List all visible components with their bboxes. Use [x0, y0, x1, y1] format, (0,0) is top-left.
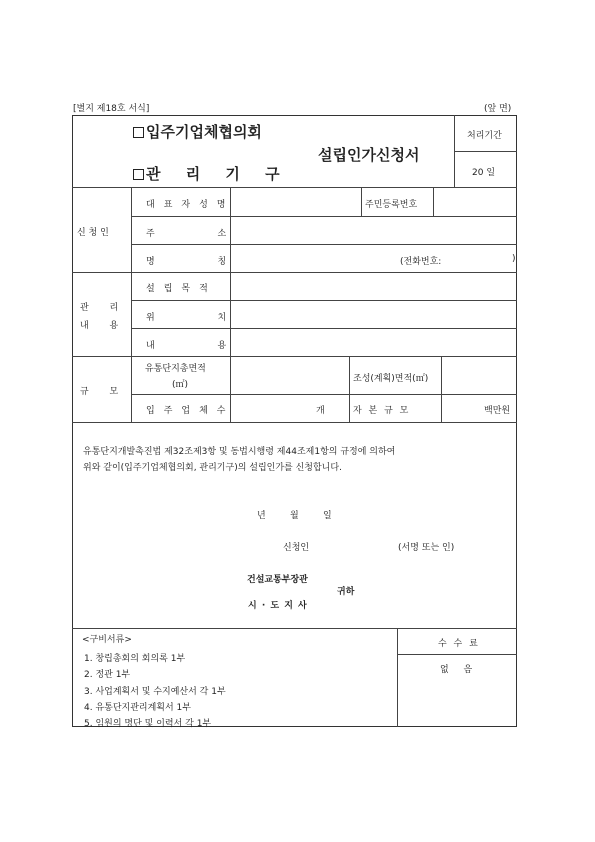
- companies-label: 입주업체수: [146, 406, 235, 416]
- checkbox-box[interactable]: [133, 127, 144, 138]
- required-documents-title: <구비서류>: [82, 635, 132, 645]
- statement-line-1: 유통단지개발촉진법 제32조제3항 및 동법시행령 제44조제1항의 규정에 의하여: [83, 447, 396, 457]
- companies-unit: 개: [316, 406, 325, 416]
- address-label: 주 소: [146, 229, 227, 239]
- capital-unit: 백만원: [484, 406, 511, 416]
- fee-label: 수 수 료: [438, 639, 478, 649]
- capital-label: 자 본 규 모: [353, 406, 409, 416]
- content-label: 내 용: [146, 341, 227, 351]
- processing-period-value: 20 일: [472, 168, 496, 178]
- total-area-field[interactable]: [231, 357, 348, 393]
- section-scale: 규 모: [80, 387, 119, 397]
- divider: [131, 187, 132, 422]
- address-field[interactable]: [231, 217, 516, 243]
- development-area-label: 조성(계획)면적(㎡): [353, 374, 429, 384]
- org-name-field[interactable]: [231, 245, 391, 271]
- addressee-honorific: 귀하: [337, 587, 355, 597]
- applicant-signature-label: 신청인: [283, 543, 310, 553]
- total-area-unit: (㎡): [172, 380, 189, 390]
- rep-name-label: 대표자성명: [146, 200, 235, 210]
- divider: [454, 151, 517, 152]
- divider: [72, 628, 517, 629]
- processing-period-label: 처리기간: [467, 131, 502, 141]
- section-applicant: 신 청 인: [77, 228, 109, 238]
- applicant-signature-field[interactable]: [320, 536, 388, 552]
- divider: [349, 356, 350, 422]
- resident-number-label: 주민등록번호: [365, 200, 418, 210]
- checkbox-option-agency[interactable]: [133, 163, 290, 184]
- companies-field[interactable]: [231, 395, 348, 421]
- phone-label: (전화번호:: [400, 257, 442, 267]
- phone-close: ): [512, 254, 516, 264]
- location-field[interactable]: [231, 301, 516, 327]
- addressee-minister: 건설교통부장관: [247, 575, 308, 585]
- total-area-label: 유통단지총면적: [145, 364, 206, 374]
- page-side: (앞 면): [484, 104, 512, 114]
- form-number: [별지 제18호 서식]: [73, 104, 150, 114]
- form-title: 설립인가신청서: [318, 146, 420, 164]
- required-document-item: 3. 사업계획서 및 수지예산서 각 1부: [84, 687, 226, 697]
- date-year: 년: [257, 511, 266, 521]
- addressee-governor: 시 · 도 지 사: [248, 601, 307, 611]
- section-management-2: 내 용: [80, 321, 119, 331]
- date-month: 월: [290, 511, 299, 521]
- divider: [361, 187, 362, 216]
- resident-number-field[interactable]: [434, 188, 516, 215]
- checkbox-box[interactable]: [133, 169, 144, 180]
- checkbox-option-council[interactable]: [133, 121, 262, 142]
- required-document-item: 5. 임원의 명단 및 이력서 각 1부: [84, 719, 212, 729]
- divider: [72, 422, 517, 423]
- required-document-item: 4. 유통단지관리계획서 1부: [84, 703, 191, 713]
- statement-line-2: 위와 같이(입주기업체협의회, 관리기구)의 설립인가를 신청합니다.: [83, 463, 342, 473]
- fee-value: 없 음: [440, 665, 473, 675]
- option-council-label: 입주기업체협의회: [146, 123, 262, 141]
- location-label: 위 치: [146, 313, 227, 323]
- purpose-label: 설립목적: [146, 284, 217, 294]
- divider: [397, 654, 517, 655]
- signature-note: (서명 또는 인): [398, 543, 455, 553]
- divider: [397, 628, 398, 727]
- content-field[interactable]: [231, 329, 516, 355]
- option-agency-label: 관 리 기 구: [146, 165, 290, 183]
- name-label: 명 칭: [146, 257, 227, 267]
- rep-name-field[interactable]: [231, 188, 360, 215]
- date-day: 일: [323, 511, 332, 521]
- required-document-item: 1. 창립총회의 회의록 1부: [84, 654, 186, 664]
- divider: [454, 115, 455, 187]
- required-document-item: 2. 정관 1부: [84, 670, 131, 680]
- purpose-field[interactable]: [231, 273, 516, 299]
- section-management-1: 관 리: [80, 303, 119, 313]
- development-area-field[interactable]: [442, 357, 516, 393]
